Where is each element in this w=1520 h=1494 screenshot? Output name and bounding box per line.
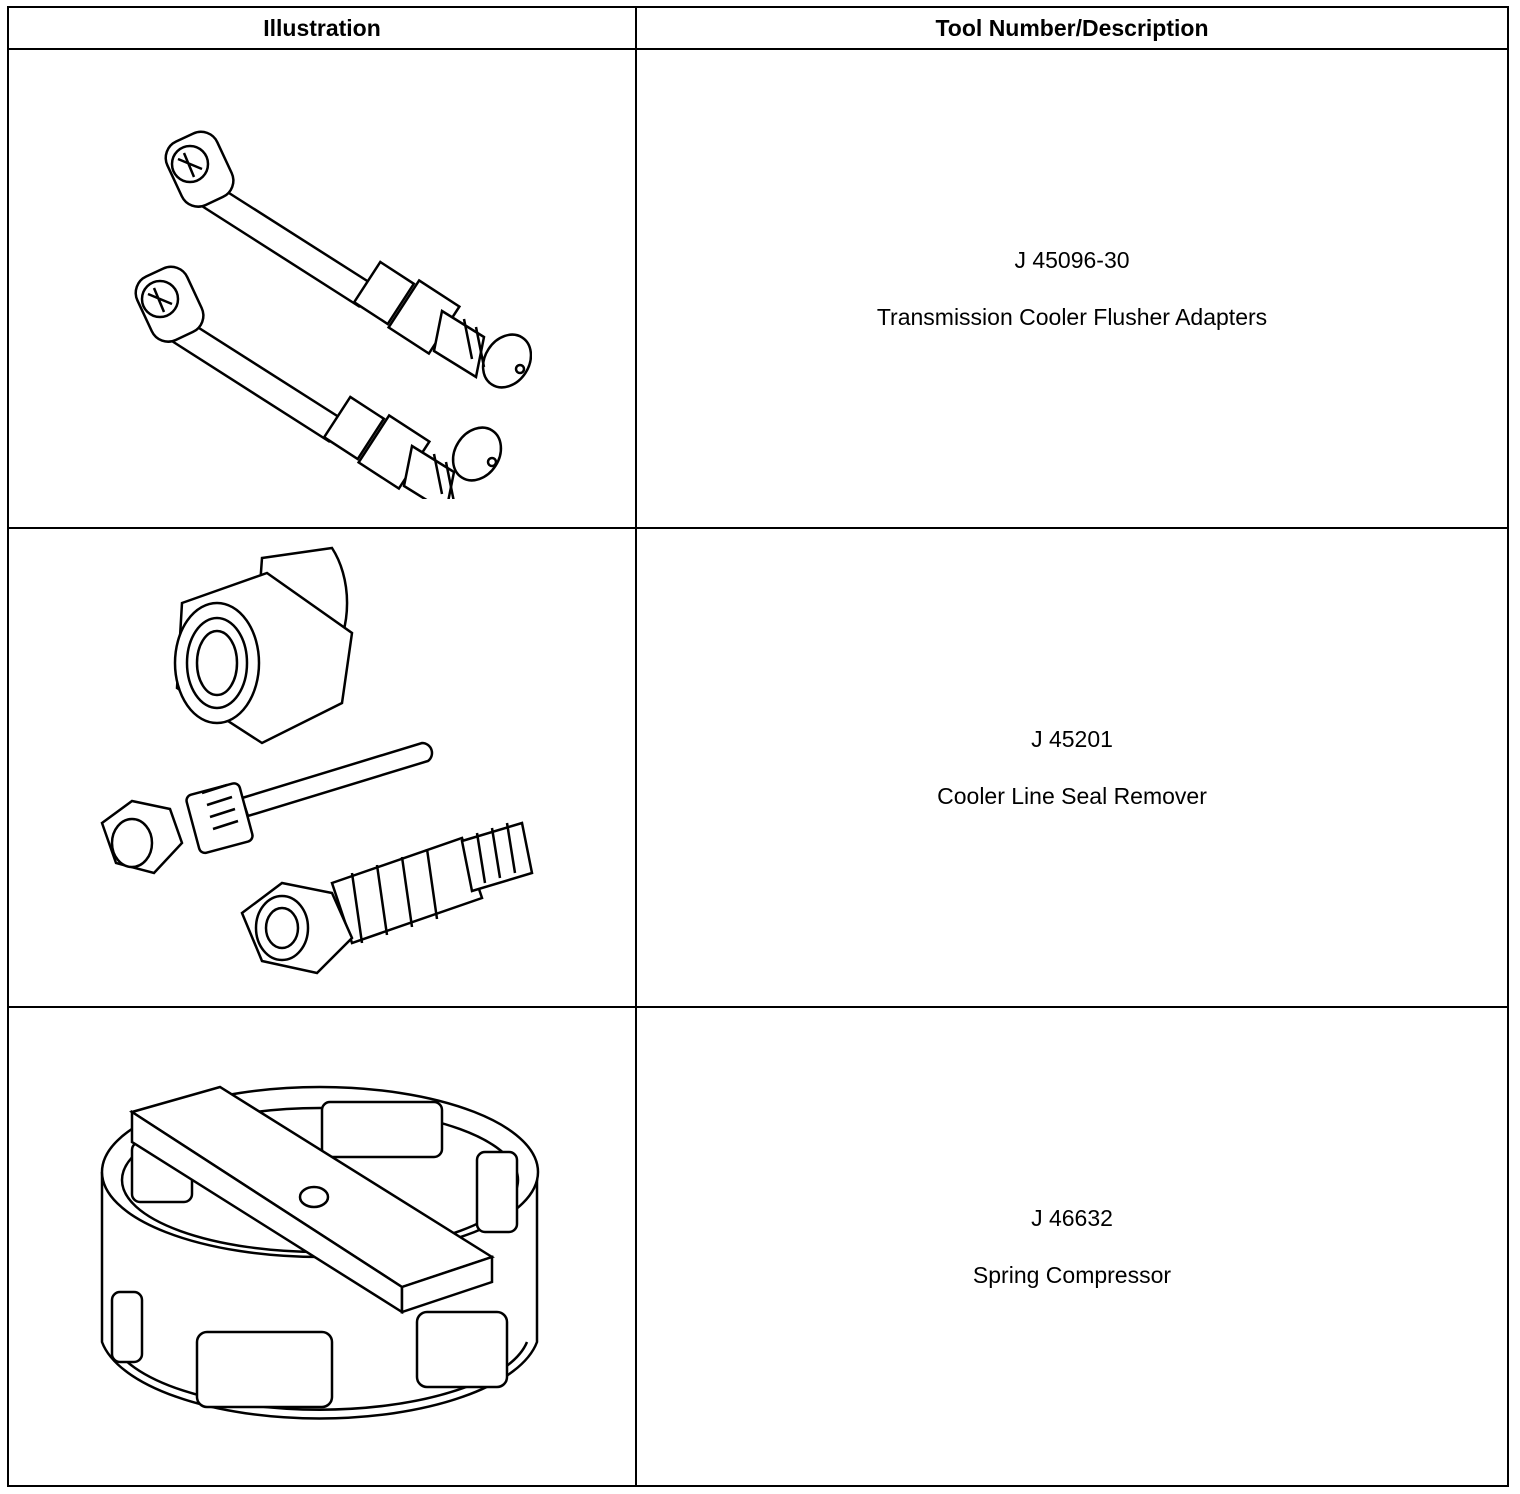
- description-cell: [636, 528, 1508, 1007]
- tool-table: [7, 6, 1509, 1487]
- illustration-cell: [8, 49, 636, 528]
- tool-description: Transmission Cooler Flusher Adapters: [876, 303, 1268, 330]
- tool-number: J 45096-30: [1014, 246, 1130, 273]
- cooler-line-seal-remover-icon: [92, 543, 552, 993]
- spring-compressor-icon: [92, 1042, 552, 1452]
- tool-number: J 45201: [1031, 725, 1113, 752]
- tool-description: Cooler Line Seal Remover: [937, 782, 1207, 809]
- tool-number: J 46632: [1031, 1204, 1113, 1231]
- header-tool-number-description: Tool Number/Description: [636, 7, 1508, 49]
- table-row: [8, 528, 1508, 1007]
- description-cell: [636, 49, 1508, 528]
- header-row: [8, 7, 1508, 49]
- tool-description: Spring Compressor: [972, 1261, 1172, 1288]
- cooler-flusher-adapters-icon: [112, 79, 532, 499]
- table-row: [8, 49, 1508, 528]
- description-cell: [636, 1007, 1508, 1486]
- header-illustration: Illustration: [8, 7, 636, 49]
- table-row: [8, 1007, 1508, 1486]
- illustration-cell: [8, 1007, 636, 1486]
- illustration-cell: [8, 528, 636, 1007]
